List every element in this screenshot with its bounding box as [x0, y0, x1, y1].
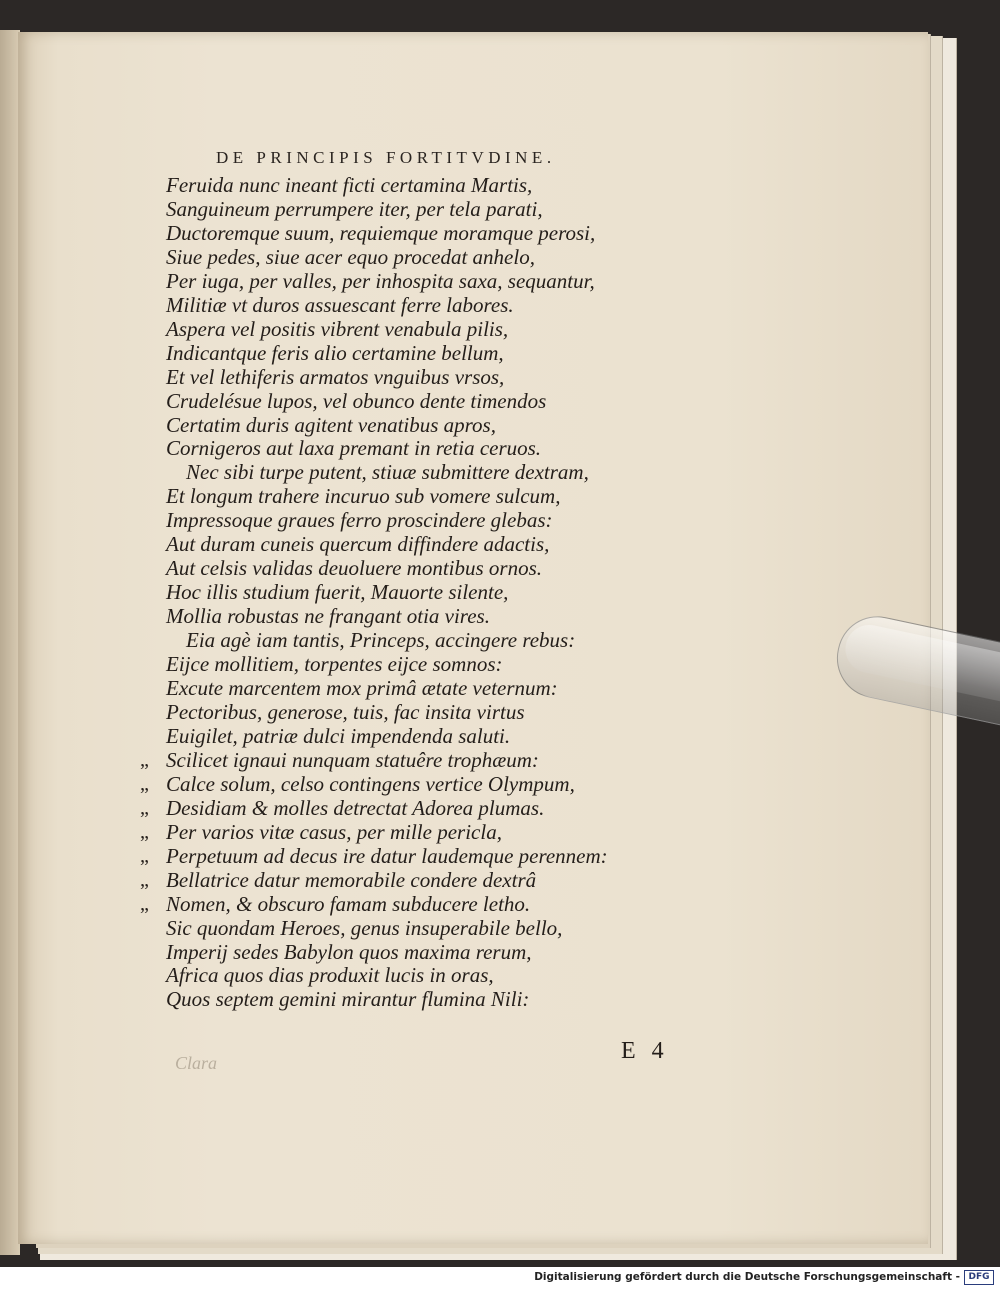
verse-line	[140, 819, 686, 845]
verse-text: Feruida nunc ineant ficti certamina Martis,	[166, 173, 533, 197]
quotation-mark: „	[140, 868, 148, 891]
verse-text: Aut celsis validas deuoluere montibus ornos.	[166, 556, 543, 581]
verse-text: Aut duram cuneis quercum diffindere adactis,	[166, 532, 550, 557]
verse-line	[166, 437, 686, 461]
book-spine	[0, 30, 20, 1255]
verse-line	[166, 917, 686, 941]
verse-text: Hoc illis studium fuerit, Mauorte silente,	[166, 580, 509, 605]
dfg-logo: DFG	[964, 1270, 994, 1285]
verse-text: Et longum trahere incuruo sub vomere sulcum,	[166, 484, 561, 509]
verse-line	[166, 701, 686, 725]
verse-text: Calce solum, celso contingens vertice Olympum,	[166, 771, 575, 796]
verse-text: Militiæ vt duros assuescant ferre labores.	[166, 292, 514, 317]
verse-line	[166, 222, 686, 246]
verse-line	[166, 533, 686, 557]
verse-line	[166, 677, 686, 701]
verse-line	[166, 198, 686, 222]
quotation-mark: „	[140, 796, 148, 819]
verse-line	[166, 485, 686, 509]
verse-text: Per varios vitæ casus, per mille pericla,	[166, 819, 502, 844]
verse-line	[166, 318, 686, 342]
verse-line	[140, 843, 686, 869]
verse-text: Aspera vel positis vibrent venabula pilis,	[166, 316, 509, 341]
verse-line	[166, 390, 686, 414]
verse-line	[166, 725, 686, 749]
verse-text: Indicantque feris alio certamine bellum,	[166, 340, 504, 365]
verse-text: Euigilet, patriæ dulci impendenda saluti.	[166, 723, 511, 748]
verse-text: Africa quos dias produxit lucis in oras,	[166, 963, 494, 988]
verse-line	[166, 270, 686, 294]
verse-line	[166, 653, 686, 677]
verse-text: Cornigeros aut laxa premant in retia ceruos.	[166, 436, 542, 461]
verse-line	[140, 891, 686, 917]
verse-text: Eia agè iam tantis, Princeps, accingere rebus:	[186, 628, 576, 653]
verse-text: Quos septem gemini mirantur flumina Nili:	[166, 987, 530, 1012]
verse-line	[166, 461, 686, 485]
verse-line	[166, 988, 686, 1012]
verse-text: Impressoque graues ferro proscindere glebas:	[166, 508, 553, 533]
verse-text: Nomen, & obscuro famam subducere letho.	[166, 891, 531, 916]
verse-text: Sic quondam Heroes, genus insuperabile bello,	[166, 915, 563, 940]
running-title: DE PRINCIPIS FORTITVDINE.	[216, 148, 556, 167]
verse-line	[166, 629, 686, 653]
verse-text: Nec sibi turpe putent, stiuæ submittere dextram,	[186, 460, 589, 485]
verse-line	[166, 414, 686, 438]
catchword: Clara	[175, 1053, 218, 1073]
verse-text: Siue pedes, siue acer equo procedat anhelo,	[166, 244, 535, 269]
verse-text: Imperij sedes Babylon quos maxima rerum,	[166, 939, 532, 964]
verse-text: Per iuga, per valles, per inhospita saxa, sequantur,	[166, 268, 595, 293]
verse-line	[166, 557, 686, 581]
verse-text: Mollia robustas ne frangant otia vires.	[166, 604, 490, 629]
verse-text: Certatim duris agitent venatibus apros,	[166, 412, 496, 437]
verse-text: Eijce mollitiem, torpentes eijce somnos:	[166, 652, 503, 677]
verse-text: Excute marcentem mox primâ ætate veternum:	[166, 676, 558, 701]
quotation-mark: „	[140, 772, 148, 795]
verse-line	[166, 294, 686, 318]
verse-line	[166, 366, 686, 390]
verse-line	[140, 747, 686, 773]
verse-line	[166, 581, 686, 605]
quotation-mark: „	[140, 892, 148, 915]
verse-line	[166, 342, 686, 366]
verse-text: Crudelésue lupos, vel obunco dente timendos	[166, 388, 547, 413]
verse-line	[140, 867, 686, 893]
verse-line	[166, 941, 686, 965]
verse-text: Bellatrice datur memorabile condere dextrâ	[166, 867, 537, 892]
verse-text: Ductoremque suum, requiemque moramque perosi,	[166, 220, 596, 245]
quotation-mark: „	[140, 820, 148, 843]
verse-line	[166, 964, 686, 988]
verse-line	[166, 605, 686, 629]
verse-text: Et vel lethiferis armatos vnguibus vrsos,	[166, 364, 505, 389]
verse-line	[140, 771, 686, 797]
signature-mark: E 4	[621, 1038, 664, 1064]
verse-line	[166, 246, 686, 270]
verse-text: Sanguineum perrumpere iter, per tela parati,	[166, 196, 543, 221]
verse-list	[140, 173, 686, 1012]
funding-credit: Digitalisierung gefördert durch die Deutsche Forschungsgemeinschaft -	[534, 1271, 960, 1283]
verse-text: Desidiam & molles detrectat Adorea plumas.	[166, 795, 545, 820]
verse-line	[166, 174, 686, 198]
verse-line	[166, 509, 686, 533]
quotation-mark: „	[140, 748, 148, 771]
verse-line	[140, 795, 686, 821]
quotation-mark: „	[140, 844, 148, 867]
verse-text: Scilicet ignaui nunquam statuêre trophæum:	[166, 747, 539, 772]
verse-text: Pectoribus, generose, tuis, fac insita virtus	[166, 699, 525, 724]
verse-text: Perpetuum ad decus ire datur laudemque perennem:	[166, 843, 608, 868]
footer-bar	[0, 1267, 1000, 1289]
